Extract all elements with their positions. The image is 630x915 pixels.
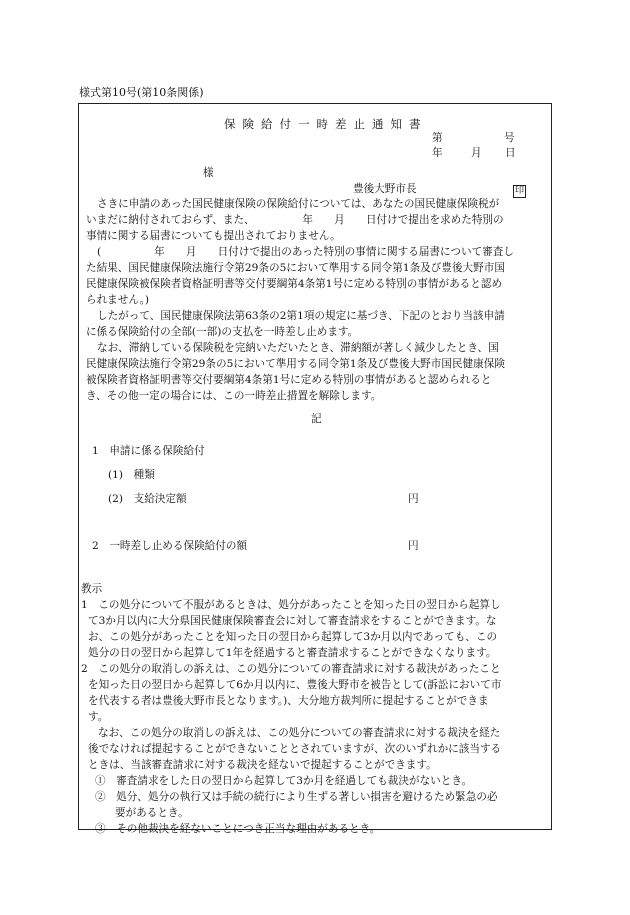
doc-number-go: 号: [504, 132, 515, 144]
list-item: ③ その他裁決を経ないことにつき正当な理由があるとき。: [95, 823, 381, 835]
text-line: を知った日の翌日から起算して6か月以内に、豊後大野市を被告として(訴訟において市: [88, 679, 502, 691]
kyoji-note: [81, 725, 551, 773]
text-line: に係る保険給付の全部(一部)の支払を一時差し止めます。: [86, 326, 359, 338]
text-line: なお、この処分の取消しの訴えは、この処分についての審査請求に対する裁決を経た: [98, 727, 501, 739]
text-line: さきに申請のあった国民健康保険の保険給付については、あなたの国民健康保険税が: [97, 198, 500, 210]
text-line: ときは、当該審査請求に対する裁決を経ないで提起することができます。: [88, 759, 437, 771]
date-year: 年: [432, 147, 443, 159]
recipient-suffix: 様: [203, 167, 214, 179]
text-line: 処分の日の翌日から起算して1年を経過すると審査請求することができなくなります。: [88, 647, 497, 659]
text-line: なお、滞納している保険税を完納いただいたとき、滞納額が著しく減少したとき、国: [97, 342, 499, 354]
intro-paragraph: [86, 196, 550, 244]
release-note-paragraph: [86, 340, 550, 404]
text-line: 被保険者資格証明書等交付要綱第4条第1号に定める特別の事情があると認められると: [86, 374, 492, 386]
date-day: 日: [505, 147, 516, 159]
kyoji-item-2: [81, 661, 551, 725]
seal-icon: 印: [514, 186, 524, 196]
kyoji-heading: 教示: [81, 583, 103, 595]
text-line: 2 この処分の取消しの訴えは、この処分についての審査請求に対する裁決があったこと: [81, 663, 501, 675]
text-line: 1 この処分について不服があるときは、処分があったことを知った日の翌日から起算し: [81, 599, 501, 611]
text-line: ( 年 月 日付けで提出のあった特別の事情に関する届書について審査し: [97, 246, 514, 258]
text-line: 民健康保険法施行令第29条の5において準用する同令第1条及び豊後大野市国民健康保険: [86, 358, 505, 370]
kyoji-cases: [95, 773, 551, 837]
item-1-1-label: (1) 種類: [108, 469, 155, 481]
text-line: 後でなければ提起することができないこととされていますが、次のいずれかに該当する: [88, 743, 502, 755]
text-line: き、その他一定の場合には、この一時差止措置を解除します。: [86, 390, 382, 402]
text-line: いまだに納付されておらず、また、 年 月 日付けで提出を求めた特別の: [86, 214, 504, 226]
form-number: 様式第10号(第10条関係): [79, 86, 204, 99]
ki-heading: 記: [311, 413, 322, 425]
item-2-label: 2 一時差し止める保険給付の額: [92, 540, 248, 552]
notice-frame: [78, 103, 552, 835]
document-title: 保険給付一時差止通知書: [224, 117, 428, 131]
text-line: す。: [88, 711, 109, 723]
text-line: したがって、国民健康保険法第63条の2第1項の規定に基づき、下記のとおり当該申請: [97, 310, 505, 322]
text-line: て3か月以内に大分県国民健康保険審査会に対して審査請求をすることができます。な: [88, 615, 497, 627]
therefore-paragraph: [86, 308, 550, 340]
yen-unit: 円: [408, 493, 419, 505]
item-1-label: 1 申請に係る保険給付: [92, 445, 205, 457]
text-line: を代表する者は豊後大野市長となります。)、大分地方裁判所に提起することができま: [88, 695, 489, 707]
issuer-name: 豊後大野市長: [353, 183, 417, 195]
doc-number-dai: 第: [432, 132, 443, 144]
list-item: ② 処分、処分の執行又は手続の続行により生ずる著しい損害を避けるため緊急の必: [95, 791, 498, 803]
item-1-2-label: (2) 支給決定額: [108, 493, 187, 505]
text-line: 民健康保険被保険者資格証明書等交付要綱第4条第1号に定める特別の事情があると認め: [86, 278, 503, 290]
review-paragraph: [86, 244, 550, 308]
text-line: お、この処分があったことを知った日の翌日から起算して3か月以内であっても、この: [88, 631, 498, 643]
date-month: 月: [471, 147, 482, 159]
yen-unit: 円: [408, 540, 419, 552]
kyoji-item-1: [81, 597, 551, 661]
text-line: 事情に関する届書についても提出されておりません。: [86, 230, 341, 242]
list-item: 要があるとき。: [115, 807, 189, 819]
text-line: られません。): [86, 294, 150, 306]
text-line: た結果、国民健康保険法施行令第29条の5において準用する同令第1条及び豊後大野市国: [86, 262, 505, 274]
list-item: ① 審査請求をした日の翌日から起算して3か月を経過しても裁決がないとき。: [95, 775, 473, 787]
